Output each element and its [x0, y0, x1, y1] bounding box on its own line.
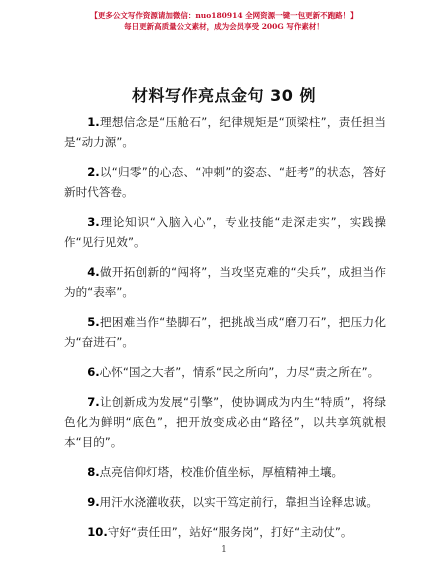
item-text: 点亮信仰灯塔，校准价值坐标，厚植精神土壤。: [99, 465, 344, 479]
item-text: 守好“责任田”，站好“服务岗”，打好“主动仗”。: [107, 525, 353, 539]
document-title: 材料写作亮点金句 30 例: [132, 86, 316, 105]
item-text: 让创新成为发展“引擎”，使协调成为内生“特质”，将绿色化为鲜明“底色”，把开放变成必由“路径”，以共享筑就根本“目的”。: [64, 395, 386, 449]
item-number: 10.: [87, 525, 108, 539]
item-number: 5.: [87, 315, 100, 329]
item-text: 把困难当作“垫脚石”，把挑战当成“磨刀石”，把压力化为“奋进石”。: [64, 315, 386, 349]
list-item: [64, 462, 386, 482]
item-text: 理论知识“入脑入心”，专业技能“走深走实”，实践操作“见行见效”。: [64, 215, 386, 249]
list-item: [64, 112, 386, 152]
list-item: [64, 492, 386, 512]
item-number: 4.: [87, 265, 100, 279]
item-number: 6.: [87, 365, 100, 379]
list-item: [64, 212, 386, 252]
item-number: 9.: [87, 495, 100, 509]
promo-line-2: 每日更新高质量公文素材，成为会员享受 200G 写作素材！: [124, 22, 324, 31]
list-item: [64, 362, 386, 382]
item-number: 8.: [87, 465, 100, 479]
item-text: 做开拓创新的“闯将”，当攻坚克难的“尖兵”，成担当作为的“表率”。: [64, 265, 386, 299]
promo-line-1: 【更多公文写作资源请加微信：nuo180914 全网资源一键一包更新不跑路！】: [90, 11, 358, 20]
list-item: [64, 522, 386, 542]
list-item: [64, 162, 386, 202]
item-text: 心怀“国之大者”，情系“民之所向”，力尽“责之所在”。: [99, 365, 380, 379]
list-item: [64, 312, 386, 352]
item-number: 1.: [87, 115, 100, 129]
item-text: 以“归零”的心态、“冲刺”的姿态、“赶考”的状态，答好新时代答卷。: [64, 165, 386, 199]
item-number: 7.: [87, 395, 100, 409]
list-item: [64, 262, 386, 302]
promo-banner: [0, 10, 448, 32]
list-item: [64, 392, 386, 452]
item-text: 理想信念是“压舱石”，纪律规矩是“顶梁柱”，责任担当是“动力源”。: [64, 115, 386, 149]
item-number: 3.: [87, 215, 100, 229]
item-text: 用汗水浇灌收获，以实干笃定前行，靠担当诠释忠诚。: [99, 495, 378, 509]
item-list: [64, 112, 386, 552]
page-number: 1: [221, 545, 227, 555]
item-number: 2.: [87, 165, 100, 179]
